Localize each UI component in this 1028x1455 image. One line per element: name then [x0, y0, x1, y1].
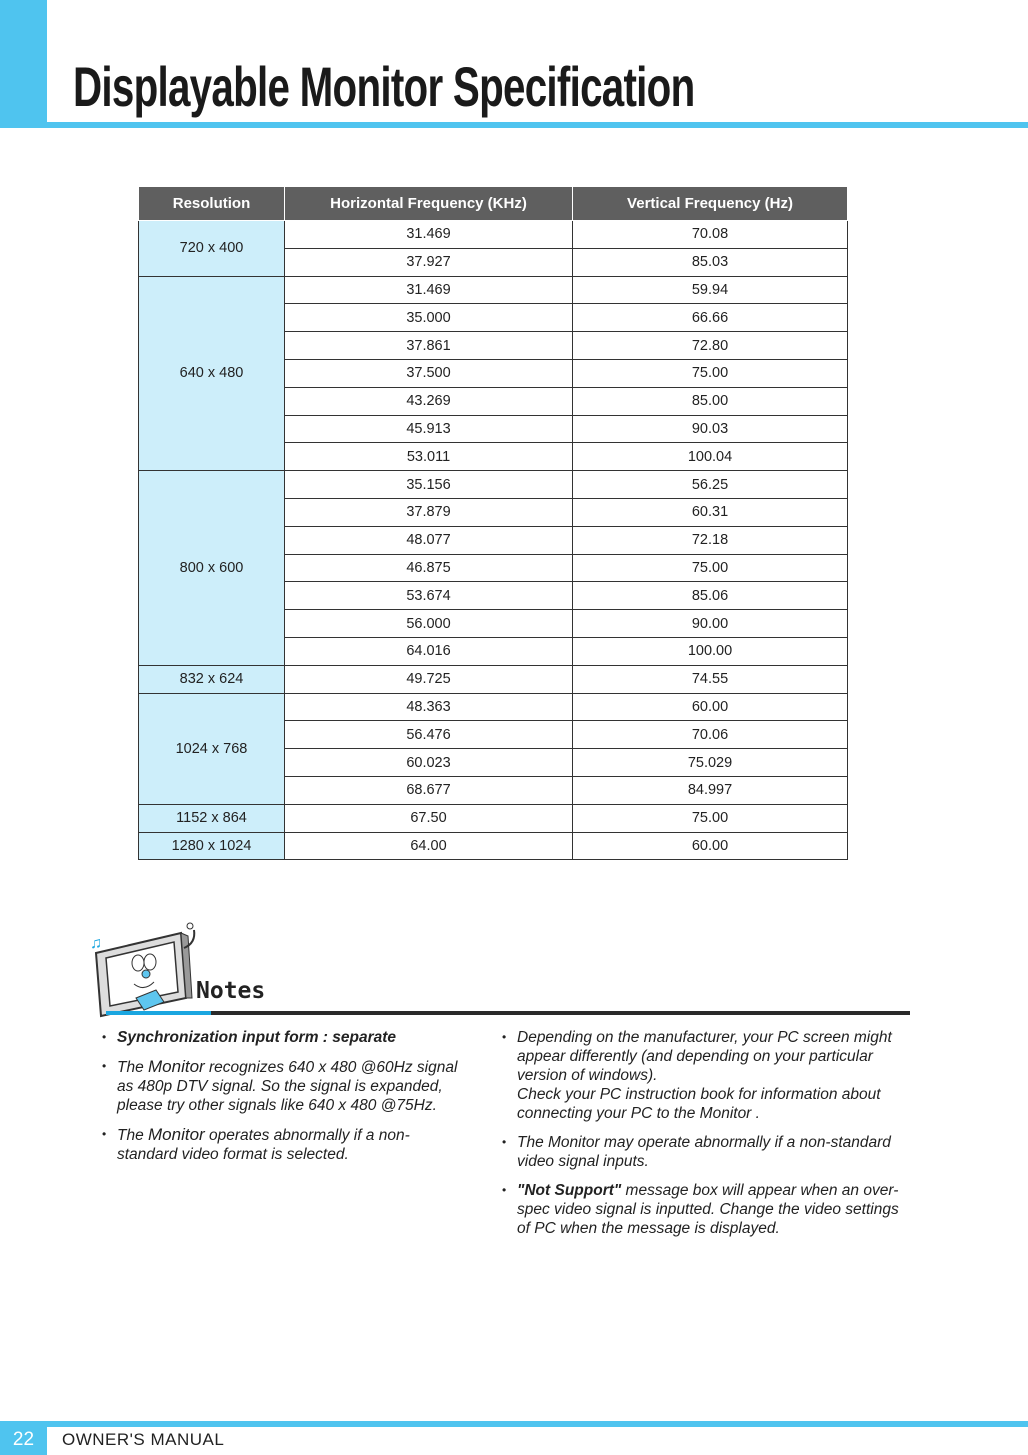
note-item — [502, 1028, 902, 1123]
vertical-frequency-cell: 90.03 — [573, 415, 848, 443]
note-text: • Depending on the manufacturer, your PC screen might appear differently (and depending on your particular version of windows). — [517, 1029, 892, 1084]
spec-table — [138, 187, 848, 860]
table-row — [139, 832, 848, 860]
vertical-frequency-cell: 72.80 — [573, 332, 848, 360]
header-vertical: Vertical Frequency (Hz) — [573, 187, 848, 221]
horizontal-frequency-cell: 48.077 — [285, 526, 573, 554]
horizontal-frequency-cell: 45.913 — [285, 415, 573, 443]
horizontal-frequency-cell: 35.156 — [285, 471, 573, 499]
resolution-cell: 1152 x 864 — [139, 804, 285, 832]
horizontal-frequency-cell: 31.469 — [285, 221, 573, 249]
table-row — [139, 665, 848, 693]
notes-right-column — [502, 1028, 902, 1248]
vertical-frequency-cell: 90.00 — [573, 610, 848, 638]
horizontal-frequency-cell: 53.011 — [285, 443, 573, 471]
note-text: Monitor — [148, 1125, 205, 1144]
horizontal-frequency-cell: 56.000 — [285, 610, 573, 638]
resolution-cell: 832 x 624 — [139, 665, 285, 693]
header-horizontal: Horizontal Frequency (KHz) — [285, 187, 573, 221]
vertical-frequency-cell: 74.55 — [573, 665, 848, 693]
notes-header — [86, 918, 912, 1018]
horizontal-frequency-cell: 37.879 — [285, 498, 573, 526]
vertical-frequency-cell: 85.00 — [573, 387, 848, 415]
svg-text:♫: ♫ — [90, 935, 102, 952]
vertical-frequency-cell: 75.029 — [573, 749, 848, 777]
note-item — [102, 1057, 462, 1115]
note-item — [102, 1028, 462, 1047]
resolution-cell: 1280 x 1024 — [139, 832, 285, 860]
vertical-frequency-cell: 85.06 — [573, 582, 848, 610]
vertical-frequency-cell: 100.04 — [573, 443, 848, 471]
notes-rule-accent — [106, 1011, 211, 1015]
resolution-cell: 720 x 400 — [139, 221, 285, 277]
horizontal-frequency-cell: 56.476 — [285, 721, 573, 749]
vertical-frequency-cell: 85.03 — [573, 248, 848, 276]
vertical-frequency-cell: 60.00 — [573, 832, 848, 860]
note-text: Monitor — [148, 1057, 205, 1076]
vertical-frequency-cell: 66.66 — [573, 304, 848, 332]
vertical-frequency-cell: 56.25 — [573, 471, 848, 499]
horizontal-frequency-cell: 68.677 — [285, 776, 573, 804]
horizontal-frequency-cell: 37.927 — [285, 248, 573, 276]
note-text: recognizes 640 x 480 @60Hz signal as 480p DTV signal. So the signal is expanded, please try other signals like 640 x 480 @75Hz. — [117, 1059, 458, 1114]
page-number: 22 — [0, 1421, 47, 1455]
vertical-frequency-cell: 60.00 — [573, 693, 848, 721]
horizontal-frequency-cell: 43.269 — [285, 387, 573, 415]
title-underline — [0, 122, 1028, 128]
table-row — [139, 221, 848, 249]
vertical-frequency-cell: 59.94 — [573, 276, 848, 304]
horizontal-frequency-cell: 35.000 — [285, 304, 573, 332]
page-title: Displayable Monitor Specification — [73, 55, 695, 118]
vertical-frequency-cell: 100.00 — [573, 637, 848, 665]
horizontal-frequency-cell: 31.469 — [285, 276, 573, 304]
horizontal-frequency-cell: 49.725 — [285, 665, 573, 693]
vertical-frequency-cell: 72.18 — [573, 526, 848, 554]
note-text: Synchronization input form : separate — [117, 1029, 397, 1046]
vertical-frequency-cell: 84.997 — [573, 776, 848, 804]
header-resolution: Resolution — [139, 187, 285, 221]
note-text: message box will appear when an over-spec video signal is inputted. Change the video settings of PC when the message is displayed. — [517, 1182, 899, 1237]
notes-left-column — [102, 1028, 462, 1174]
table-row — [139, 693, 848, 721]
note-item — [502, 1133, 902, 1171]
note-text: The — [117, 1127, 149, 1144]
table-row — [139, 276, 848, 304]
accent-bar — [0, 0, 47, 128]
note-item — [102, 1125, 462, 1164]
vertical-frequency-cell: 75.00 — [573, 359, 848, 387]
horizontal-frequency-cell: 53.674 — [285, 582, 573, 610]
vertical-frequency-cell: 75.00 — [573, 804, 848, 832]
resolution-cell: 800 x 600 — [139, 471, 285, 666]
notes-title: Notes — [196, 978, 266, 1004]
horizontal-frequency-cell: 64.016 — [285, 637, 573, 665]
horizontal-frequency-cell: 67.50 — [285, 804, 573, 832]
note-text: operates abnormally if a non-standard video format is selected. — [117, 1127, 410, 1163]
horizontal-frequency-cell: 48.363 — [285, 693, 573, 721]
table-row — [139, 471, 848, 499]
resolution-cell: 1024 x 768 — [139, 693, 285, 804]
horizontal-frequency-cell: 37.500 — [285, 359, 573, 387]
horizontal-frequency-cell: 64.00 — [285, 832, 573, 860]
vertical-frequency-cell: 70.08 — [573, 221, 848, 249]
footer-label: OWNER'S MANUAL — [62, 1430, 225, 1449]
note-text: "Not Support" — [517, 1182, 622, 1199]
table-row — [139, 804, 848, 832]
note-text: The — [117, 1059, 149, 1076]
horizontal-frequency-cell: 46.875 — [285, 554, 573, 582]
footer-line — [0, 1421, 1028, 1427]
resolution-cell: 640 x 480 — [139, 276, 285, 471]
note-text: Check your PC instruction book for information about connecting your PC to the Monitor . — [517, 1086, 881, 1122]
note-text: The Monitor may operate abnormally if a non-standard video signal inputs. — [517, 1134, 891, 1170]
note-item — [502, 1181, 902, 1238]
vertical-frequency-cell: 70.06 — [573, 721, 848, 749]
horizontal-frequency-cell: 60.023 — [285, 749, 573, 777]
horizontal-frequency-cell: 37.861 — [285, 332, 573, 360]
monitor-mascot-icon — [86, 918, 211, 1018]
vertical-frequency-cell: 75.00 — [573, 554, 848, 582]
notes-rule — [211, 1011, 910, 1015]
vertical-frequency-cell: 60.31 — [573, 498, 848, 526]
